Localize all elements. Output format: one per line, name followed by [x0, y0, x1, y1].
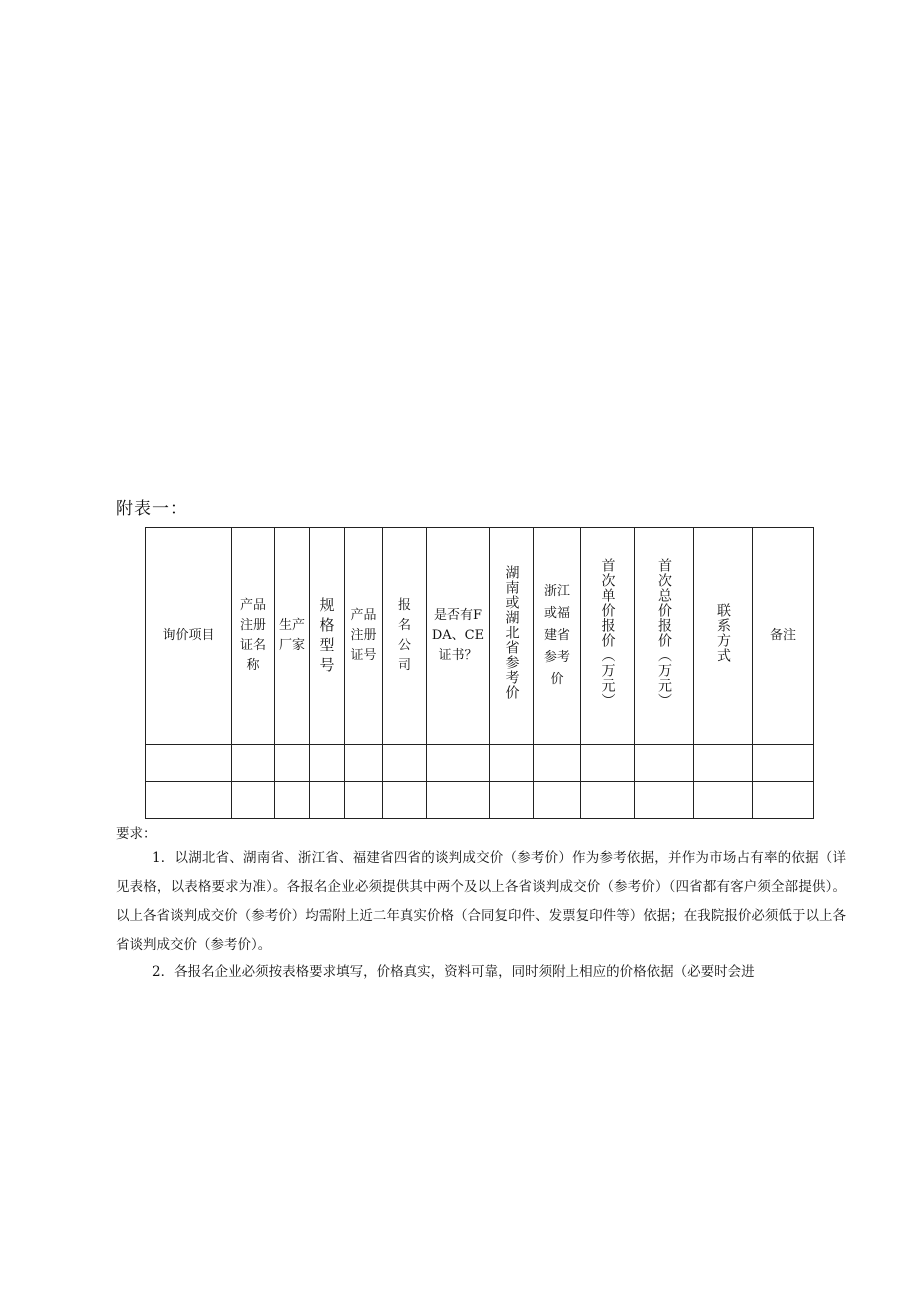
- table-cell[interactable]: [232, 782, 275, 819]
- table-cell[interactable]: [146, 745, 232, 782]
- header-manufacturer: 生产厂家: [275, 528, 310, 745]
- table-cell[interactable]: [581, 782, 635, 819]
- header-remarks: 备注: [753, 528, 814, 745]
- table-cell[interactable]: [753, 782, 814, 819]
- table-cell[interactable]: [534, 782, 581, 819]
- table-row: [146, 745, 814, 782]
- header-registration-name: 产品注册证名称: [232, 528, 275, 745]
- table-cell[interactable]: [581, 745, 635, 782]
- header-total-price-quote: 首次总价报价（万元）: [635, 528, 694, 745]
- table-cell[interactable]: [427, 745, 490, 782]
- table-cell[interactable]: [275, 745, 310, 782]
- table-cell[interactable]: [753, 745, 814, 782]
- table-cell[interactable]: [635, 782, 694, 819]
- appendix-title: 附表一：: [116, 499, 188, 519]
- requirement-paragraph-1: 1．以湖北省、湖南省、浙江省、福建省四省的谈判成交价（参考价）作为参考依据，并作为市场占有率的依据（详见表格，以表格要求为准）。各报名企业必须提供其中两个及以上各省谈判成交价（参考价）（四省都有客户须全部提供）。以上各省谈判成交价（参考价）均需附上近二年真实价格（合同复印件、发票复印件等）依据；在我院报价必须低于以上各省谈判成交价（参考价）。: [116, 850, 846, 953]
- table-cell[interactable]: [490, 745, 534, 782]
- table-cell[interactable]: [345, 745, 383, 782]
- inquiry-table: [145, 527, 814, 819]
- table-cell[interactable]: [275, 782, 310, 819]
- table-cell[interactable]: [427, 782, 490, 819]
- header-zhejiang-fujian-price: 浙江或福建省参考价: [534, 528, 581, 745]
- table-cell[interactable]: [310, 782, 345, 819]
- table-cell[interactable]: [383, 745, 427, 782]
- table-cell[interactable]: [310, 745, 345, 782]
- header-unit-price-quote: 首次单价报价（万元）: [581, 528, 635, 745]
- table-row: [146, 782, 814, 819]
- table-cell[interactable]: [635, 745, 694, 782]
- header-hunan-hubei-price: 湖南或湖北省参考价: [490, 528, 534, 745]
- requirements-label: 要求：: [116, 826, 157, 842]
- header-spec-model: 规格型号: [310, 528, 345, 745]
- header-contact: 联系方式: [694, 528, 753, 745]
- table-header-row: [146, 528, 814, 745]
- table-cell[interactable]: [146, 782, 232, 819]
- table-cell[interactable]: [345, 782, 383, 819]
- header-fda-ce: 是否有FDA、CE证书？: [427, 528, 490, 745]
- table-cell[interactable]: [490, 782, 534, 819]
- table-cell[interactable]: [534, 745, 581, 782]
- table-cell[interactable]: [694, 782, 753, 819]
- header-applicant-company: 报名公司: [383, 528, 427, 745]
- table-cell[interactable]: [383, 782, 427, 819]
- header-inquiry-item: 询价项目: [146, 528, 232, 745]
- requirement-paragraph-2: 2．各报名企业必须按表格要求填写，价格真实，资料可靠，同时须附上相应的价格依据（必要时会进: [152, 964, 755, 980]
- header-registration-number: 产品注册证号: [345, 528, 383, 745]
- table-cell[interactable]: [694, 745, 753, 782]
- table-cell[interactable]: [232, 745, 275, 782]
